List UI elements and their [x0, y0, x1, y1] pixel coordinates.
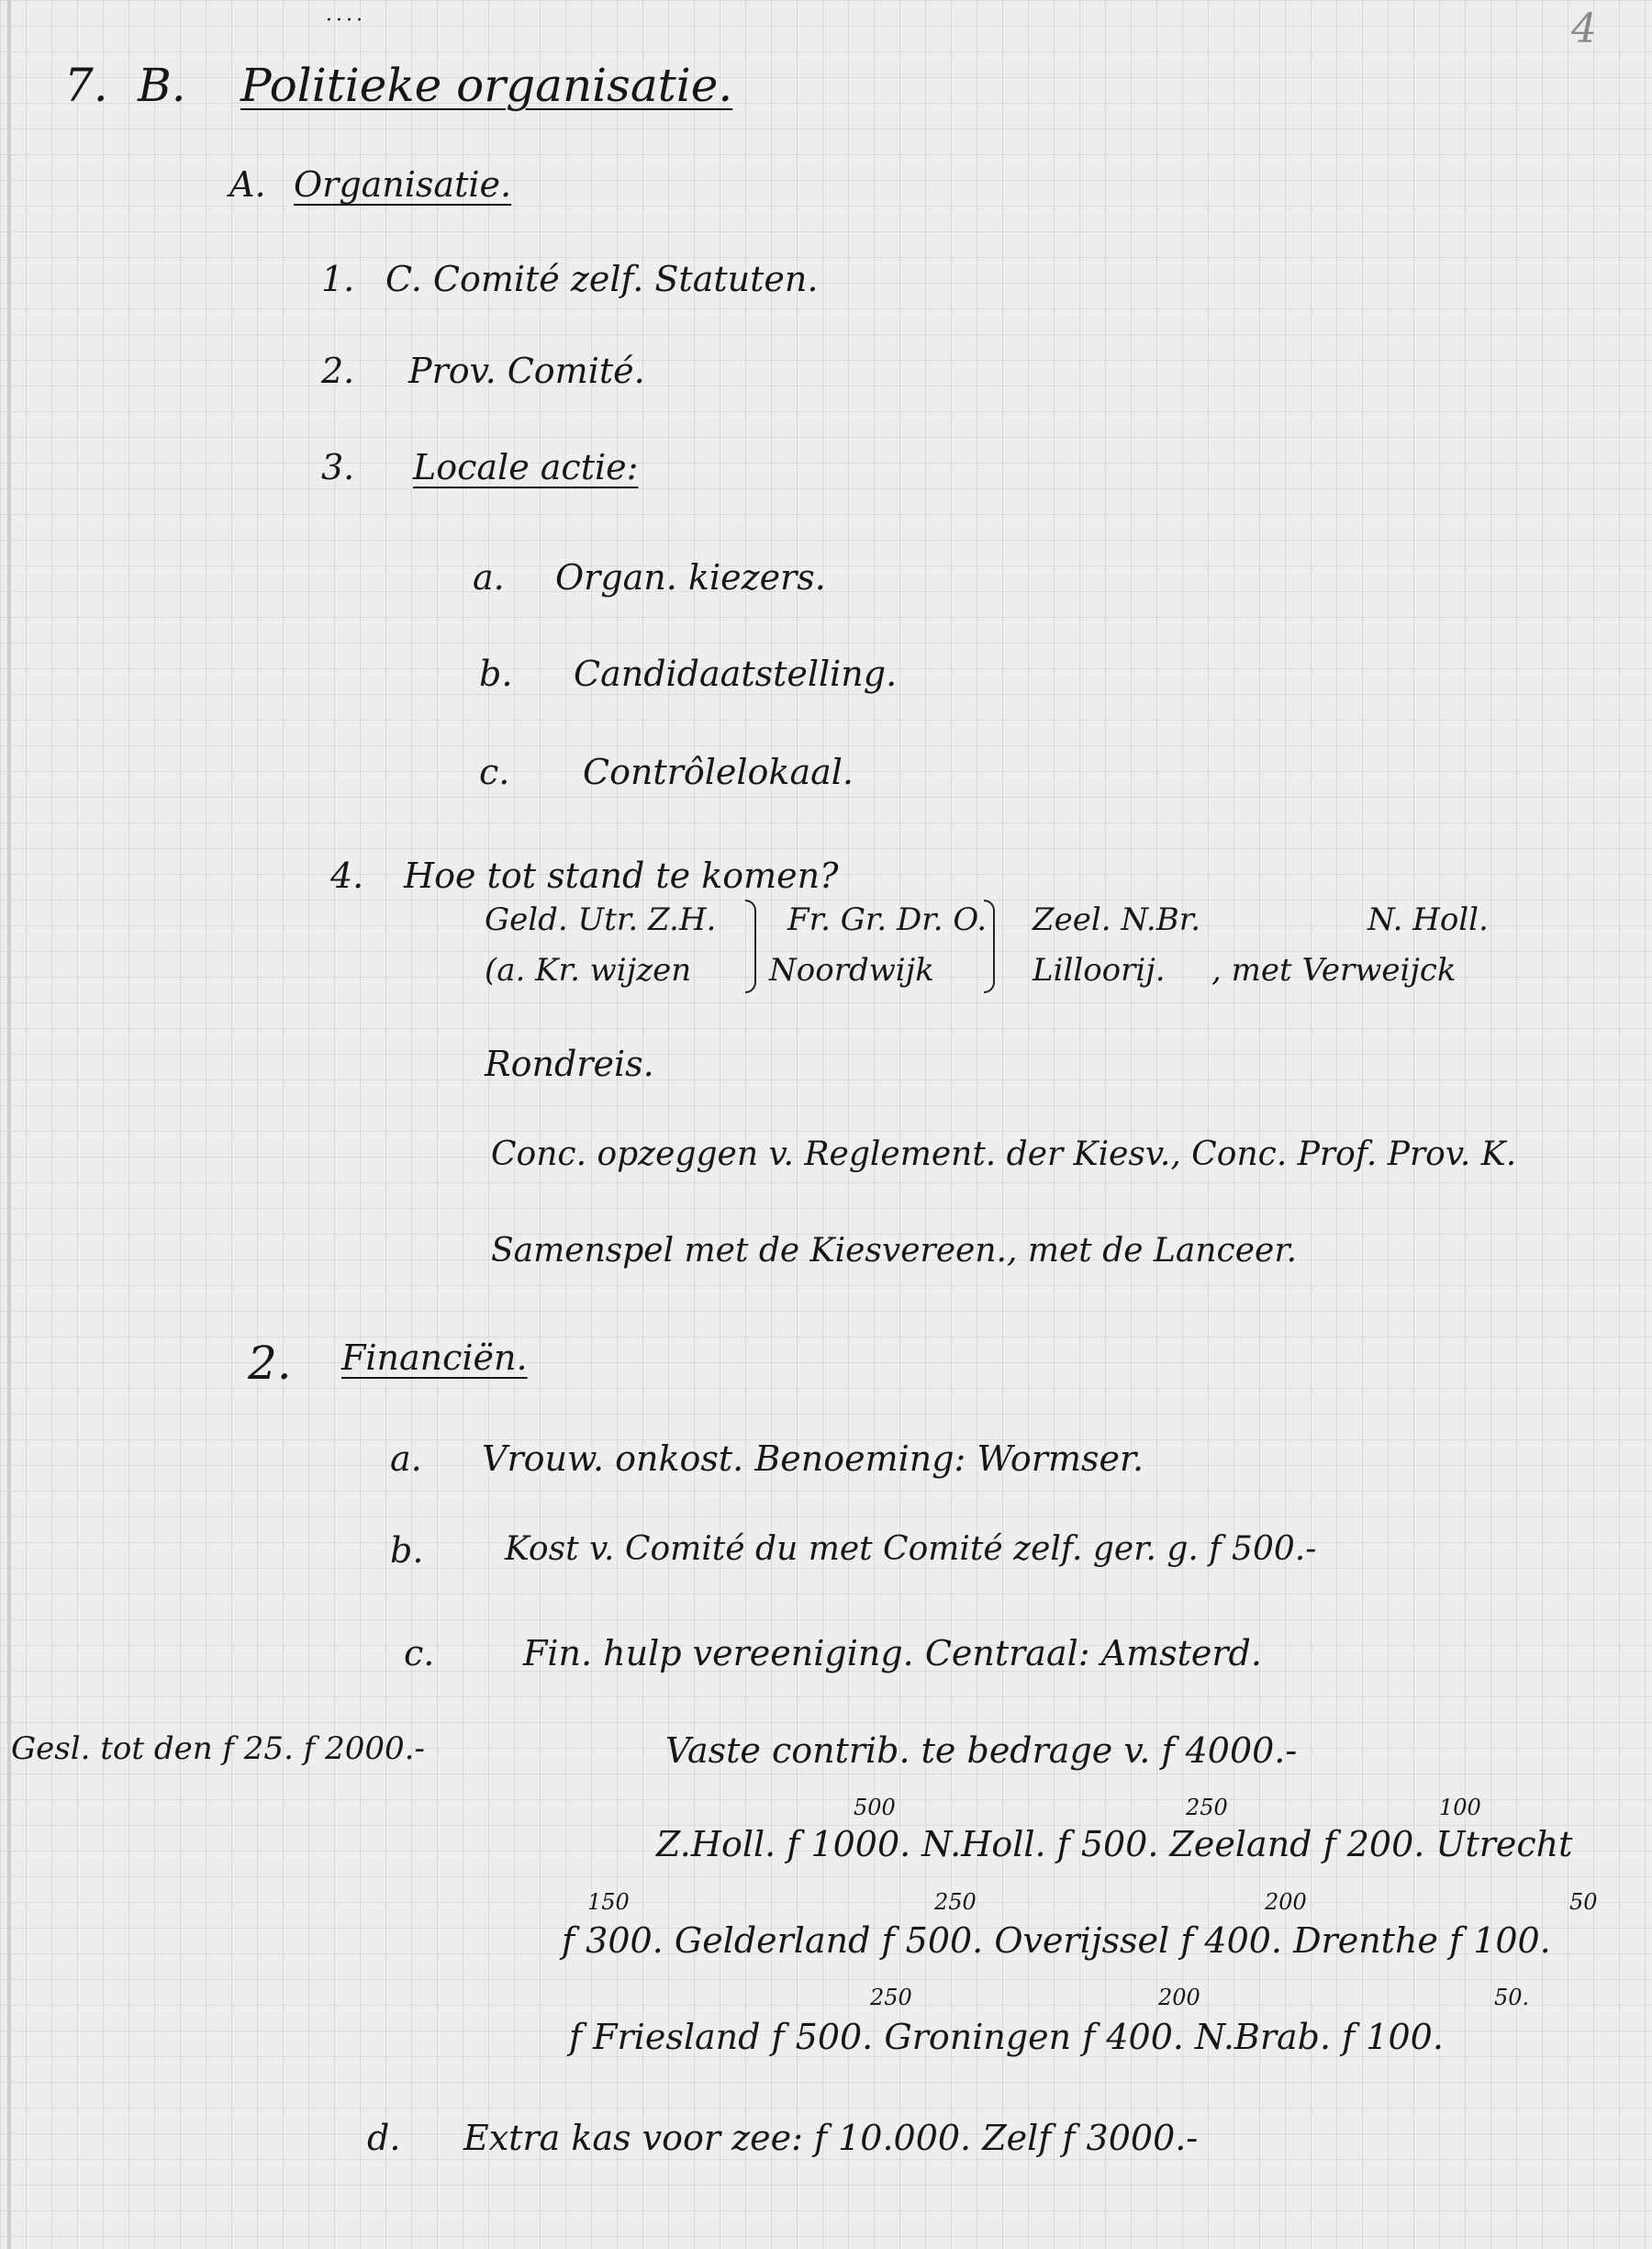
fin-row-2: f 300. Gelderland f 500. Overijssel f 400. Drenthe f 100.	[562, 1920, 1551, 1961]
section-a-title: Organisatie.	[294, 164, 512, 205]
page-number: 4	[1571, 6, 1597, 52]
item-4-col3-line1: Zeel. N.Br.	[1032, 901, 1201, 938]
item-4-col3-right2: , met Verweijck	[1211, 952, 1457, 989]
item-4-col3-line2: Lilloorij.	[1032, 952, 1166, 989]
subitem-b-text: Candidaatstelling.	[574, 654, 898, 694]
row3-sup-2: 200	[1158, 1985, 1200, 2010]
section-a-label: A.	[229, 164, 266, 205]
fin-a-text: Vrouw. onkost. Benoeming: Wormser.	[482, 1438, 1144, 1479]
fin-c-label: c.	[404, 1633, 435, 1673]
page-edge	[7, 0, 11, 2249]
row1-sup-1: 500	[854, 1795, 896, 1820]
item-3-num: 3.	[321, 447, 355, 487]
brace-1	[745, 900, 756, 993]
line-conc: Conc. opzeggen v. Reglement. der Kiesv., Conc. Prof. Prov. K.	[491, 1136, 1517, 1173]
fin-d-label: d.	[367, 2118, 401, 2158]
row3-sup-3: 50.	[1494, 1985, 1530, 2010]
item-1-text: C. Comité zelf. Statuten.	[385, 259, 819, 299]
subitem-c-label: c.	[479, 752, 510, 792]
line-samen: Samenspel met de Kiesvereen., met de Lanceer.	[491, 1232, 1298, 1270]
row3-sup-1: 250	[870, 1985, 912, 2010]
row2-sup-2: 250	[934, 1889, 977, 1915]
subitem-a-label: a.	[473, 557, 505, 598]
row2-sup-1: 150	[587, 1889, 630, 1915]
row1-sup-2: 250	[1186, 1795, 1228, 1820]
row2-sup-4: 50	[1569, 1889, 1598, 1915]
section-2-title: Financiën.	[341, 1337, 528, 1378]
subitem-c-text: Contrôlelokaal.	[583, 752, 854, 792]
fin-row-3: f Friesland f 500. Groningen f 400. N.Brab. f 100.	[569, 2017, 1444, 2057]
item-4-num: 4.	[330, 856, 364, 896]
fin-contrib: Vaste contrib. te bedrage v. f 4000.-	[665, 1730, 1298, 1771]
fin-d-text: Extra kas voor zee: f 10.000. Zelf f 3000.-	[463, 2118, 1199, 2158]
heading-number: 7.	[64, 59, 108, 112]
fin-b-text: Kost v. Comité du met Comité zelf. ger. g. f 500.-	[505, 1530, 1317, 1568]
item-4-col2-line2: Noordwijk	[769, 952, 934, 989]
subitem-b-label: b.	[479, 654, 513, 694]
item-4-col2-line1: Fr. Gr. Dr. O.	[787, 901, 988, 938]
item-3-text: Locale actie:	[413, 447, 639, 487]
item-2-text: Prov. Comité.	[408, 351, 645, 391]
row2-sup-3: 200	[1265, 1889, 1307, 1915]
row1-sup-3: 100	[1439, 1795, 1481, 1820]
heading-title: Politieke organisatie.	[240, 59, 733, 112]
item-4-col3-right1: N. Holl.	[1367, 901, 1489, 938]
top-mark: ····	[326, 9, 366, 32]
fin-b-label: b.	[390, 1530, 424, 1571]
rondreis: Rondreis.	[485, 1044, 654, 1084]
section-2-label: 2.	[248, 1337, 292, 1390]
brace-2	[984, 900, 995, 993]
margin-note: Gesl. tot den f 25. f 2000.-	[11, 1730, 425, 1767]
item-4-text: Hoe tot stand te komen?	[404, 856, 839, 896]
fin-c-text: Fin. hulp vereeniging. Centraal: Amsterd.	[523, 1633, 1262, 1673]
item-2-num: 2.	[321, 351, 355, 391]
fin-row-1: Z.Holl. f 1000. N.Holl. f 500. Zeeland f 200. Utrecht	[656, 1824, 1573, 1864]
item-1-num: 1.	[321, 259, 355, 299]
item-4-col1-line2: (a. Kr. wijzen	[485, 952, 692, 989]
fin-a-label: a.	[390, 1438, 422, 1479]
item-4-col1-line1: Geld. Utr. Z.H.	[485, 901, 717, 938]
subitem-a-text: Organ. kiezers.	[555, 557, 826, 598]
heading-letter: B.	[138, 59, 186, 112]
